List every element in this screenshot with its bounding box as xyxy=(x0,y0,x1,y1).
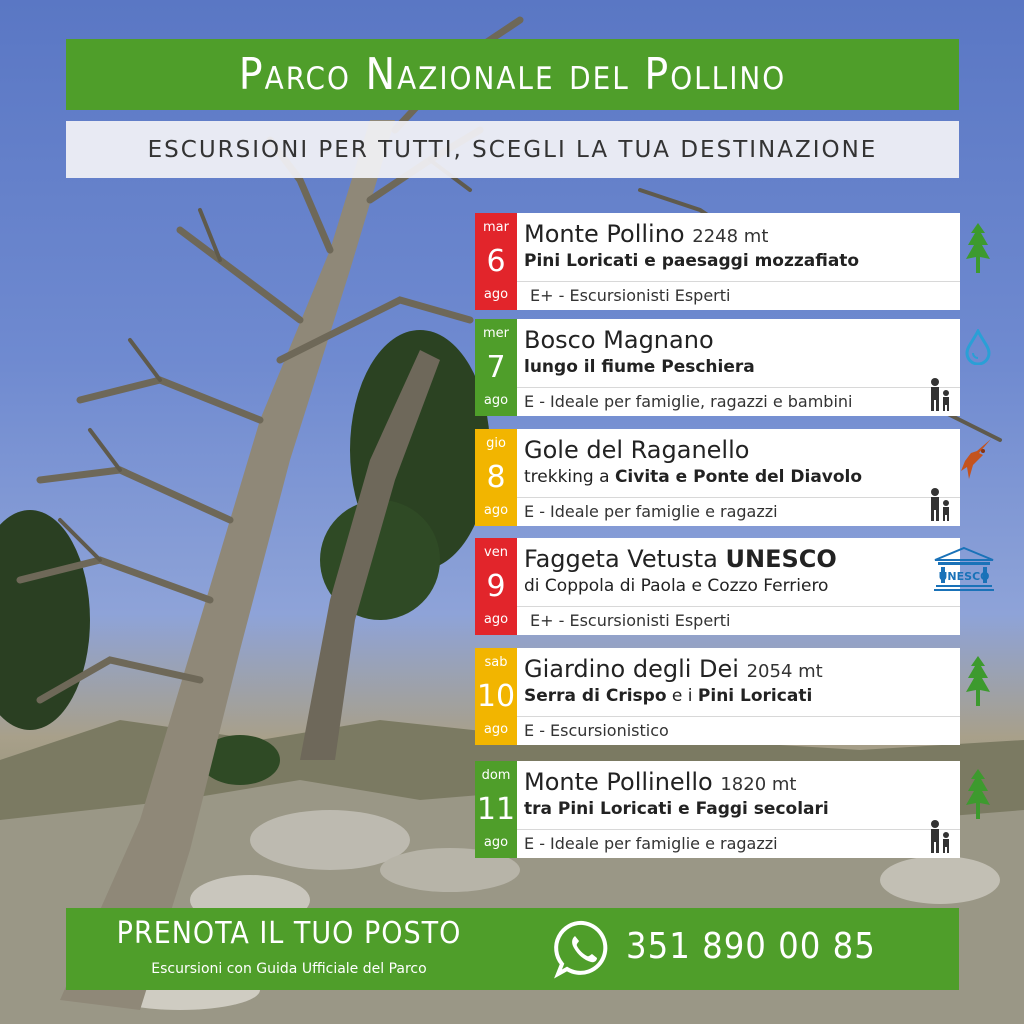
day-of-week: gio xyxy=(486,436,506,451)
day-of-week: mer xyxy=(482,326,509,341)
water-drop-icon xyxy=(965,329,991,365)
month: ago xyxy=(483,722,509,737)
title-banner xyxy=(66,39,959,110)
month: ago xyxy=(483,612,509,627)
svg-text:UNESCO: UNESCO xyxy=(938,570,990,583)
altitude: 2248 mt xyxy=(692,226,769,247)
event-title: Monte Pollino 2248 mt xyxy=(524,220,769,248)
month: ago xyxy=(483,503,509,518)
pine-tree-icon xyxy=(965,221,991,275)
event-card[interactable] xyxy=(475,429,960,526)
day-number: 8 xyxy=(486,459,506,495)
pine-tree-icon xyxy=(965,654,991,708)
day-number: 10 xyxy=(476,678,516,714)
day-number: 6 xyxy=(486,243,506,279)
altitude: 2054 mt xyxy=(746,661,823,682)
date-badge xyxy=(475,213,517,310)
page-subtitle: ESCURSIONI PER TUTTI, SCEGLI LA TUA DESTINAZIONE xyxy=(147,136,878,163)
family-icon xyxy=(927,487,953,523)
date-badge xyxy=(475,648,517,745)
difficulty-level: E - Escursionistico xyxy=(517,716,960,746)
booking-cta[interactable]: PRENOTA IL TUO POSTO xyxy=(116,916,462,951)
day-of-week: sab xyxy=(484,655,508,670)
unesco-icon xyxy=(933,546,995,592)
event-subtitle: trekking a Civita e Ponte del Diavolo xyxy=(524,467,863,487)
subtitle-banner xyxy=(66,121,959,178)
event-card[interactable] xyxy=(475,761,960,858)
event-subtitle: tra Pini Loricati e Faggi secolari xyxy=(524,799,829,819)
month: ago xyxy=(483,287,509,302)
page-title: Parco Nazionale del Pollino xyxy=(238,49,787,100)
event-card[interactable] xyxy=(475,648,960,745)
event-title: Faggeta Vetusta UNESCO xyxy=(524,545,837,573)
month: ago xyxy=(483,835,509,850)
eagle-icon xyxy=(959,437,993,481)
difficulty-level: E - Ideale per famiglie, ragazzi e bambini xyxy=(517,387,960,417)
difficulty-level: E - Ideale per famiglie e ragazzi xyxy=(517,829,960,859)
event-card[interactable] xyxy=(475,213,960,310)
family-icon xyxy=(927,377,953,413)
date-badge xyxy=(475,429,517,526)
booking-footer xyxy=(66,908,959,990)
difficulty-level: E+ - Escursionisti Esperti xyxy=(517,281,960,311)
month: ago xyxy=(483,393,509,408)
phone-number[interactable]: 351 890 00 85 xyxy=(626,926,876,967)
difficulty-level: E - Ideale per famiglie e ragazzi xyxy=(517,497,960,527)
difficulty-level: E+ - Escursionisti Esperti xyxy=(517,606,960,636)
event-subtitle: lungo il fiume Peschiera xyxy=(524,357,755,377)
day-number: 9 xyxy=(486,568,506,604)
event-subtitle: Serra di Crispo e i Pini Loricati xyxy=(524,686,813,706)
event-title: Giardino degli Dei 2054 mt xyxy=(524,655,823,683)
date-badge xyxy=(475,319,517,416)
day-number: 7 xyxy=(486,349,506,385)
day-number: 11 xyxy=(476,791,516,827)
event-card[interactable] xyxy=(475,319,960,416)
booking-subtitle: Escursioni con Guida Ufficiale del Parco xyxy=(151,961,427,977)
altitude: 1820 mt xyxy=(720,774,797,795)
pine-tree-icon xyxy=(965,767,991,821)
event-card[interactable] xyxy=(475,538,990,635)
event-title: Bosco Magnano xyxy=(524,326,714,354)
event-subtitle: di Coppola di Paola e Cozzo Ferriero xyxy=(524,576,829,596)
day-of-week: dom xyxy=(481,768,511,783)
date-badge xyxy=(475,761,517,858)
event-title: Gole del Raganello xyxy=(524,436,750,464)
event-title: Monte Pollinello 1820 mt xyxy=(524,768,797,796)
day-of-week: ven xyxy=(484,545,508,560)
day-of-week: mar xyxy=(483,220,509,235)
whatsapp-icon[interactable] xyxy=(553,919,613,979)
date-badge xyxy=(475,538,517,635)
family-icon xyxy=(927,819,953,855)
event-subtitle: Pini Loricati e paesaggi mozzafiato xyxy=(524,251,860,271)
